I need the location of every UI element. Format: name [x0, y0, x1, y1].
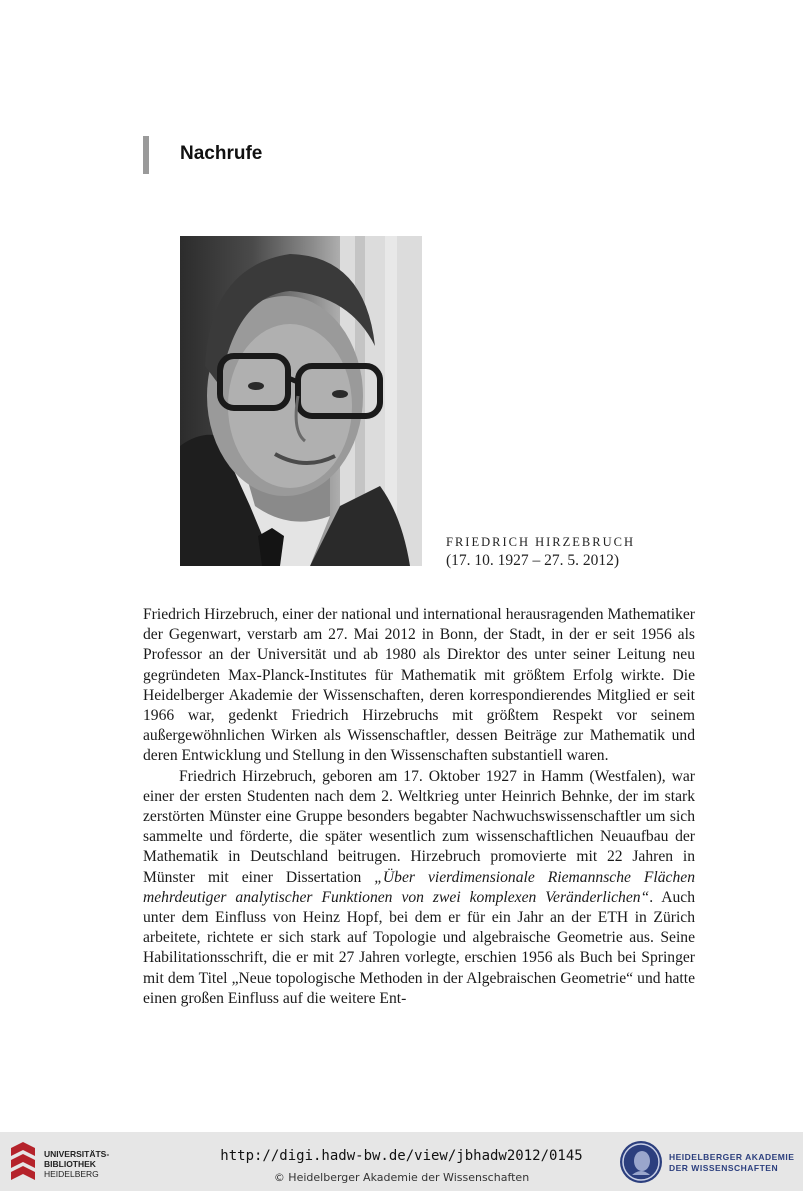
- permalink-url[interactable]: http://digi.hadw-bw.de/view/jbhadw2012/0145: [220, 1148, 583, 1164]
- academy-seal-icon[interactable]: [620, 1141, 662, 1183]
- dissertation-title: „Über vierdimensionale Riemannsche Flächen mehrdeutiger analytischer Funktionen von zwei komplexen Veränderlichen“: [143, 868, 695, 906]
- section-marker-bar: [143, 136, 149, 174]
- section-title: Nachrufe: [180, 143, 263, 164]
- paragraph-2: [143, 767, 695, 1009]
- paragraph-1: Friedrich Hirzebruch, einer der national und international herausragenden Mathematiker der Gegenwart, verstarb am 27. Mai 2012 in Bonn, der Stadt, in der er seit 1956 als Professor an der Universität und ab 1980 als Direktor des unter seiner Leitung neu gegründeten Max-Planck-Institutes für Mathematik mit größtem Erfolg wirkte. Die Heidelberger Akademie der Wissenschaften, deren korrespondierendes Mitglied er seit 1966 war, gedenkt Friedrich Hirzebruchs mit größtem Respekt vor seinem außergewöhnlichen Wirken als Wissenschaftler, dessen Beiträge zur Mathematik und deren Entwicklung und Stellung in den Wissenschaften substantiell waren.: [143, 606, 695, 765]
- caption-dates: (17. 10. 1927 – 27. 5. 2012): [446, 552, 620, 569]
- portrait-photo: [180, 236, 422, 566]
- footer-bar: [0, 1132, 803, 1191]
- university-library-name[interactable]: UNIVERSITÄTS- BIBLIOTHEK HEIDELBERG: [44, 1149, 110, 1179]
- caption-name: FRIEDRICH HIRZEBRUCH: [446, 535, 635, 549]
- paragraph-2-start: Friedrich Hirzebruch, geboren am 17. Oktober 1927 in Hamm (Westfalen), war einer der ersten Studenten nach dem 2. Weltkrieg unter Heinrich Behnke, der im stark zerstörten Münster eine Gruppe besonders begabter Nachwuchswissenschaftler um sich sammelte und förderte, die später wesentlich zum wissenschaftlichen Neuaufbau der Mathematik in Deutschland beitrugen. Hirzebruch promovierte mit 22 Jahren in Münster mit einer Dissertation: [143, 767, 695, 886]
- paragraph-2-end: . Auch unter dem Einfluss von Heinz Hopf, bei dem er für ein Jahr an der ETH in Zürich arbeitete, richtete er sich stark auf Topologie und algebraische Geometrie aus. Seine Habilitationsschrift, die er mit 27 Jahren vorlegte, erschien 1956 als Buch bei Springer mit dem Titel „Neue topologische Methoden in der Algebraischen Geometrie“ und hatte einen großen Einfluss auf die weitere Ent-: [143, 888, 696, 1007]
- article-body: [143, 605, 695, 1009]
- academy-name[interactable]: HEIDELBERGER AKADEMIE DER WISSENSCHAFTEN: [669, 1152, 795, 1173]
- copyright-notice: © Heidelberger Akademie der Wissenschaften: [273, 1171, 530, 1184]
